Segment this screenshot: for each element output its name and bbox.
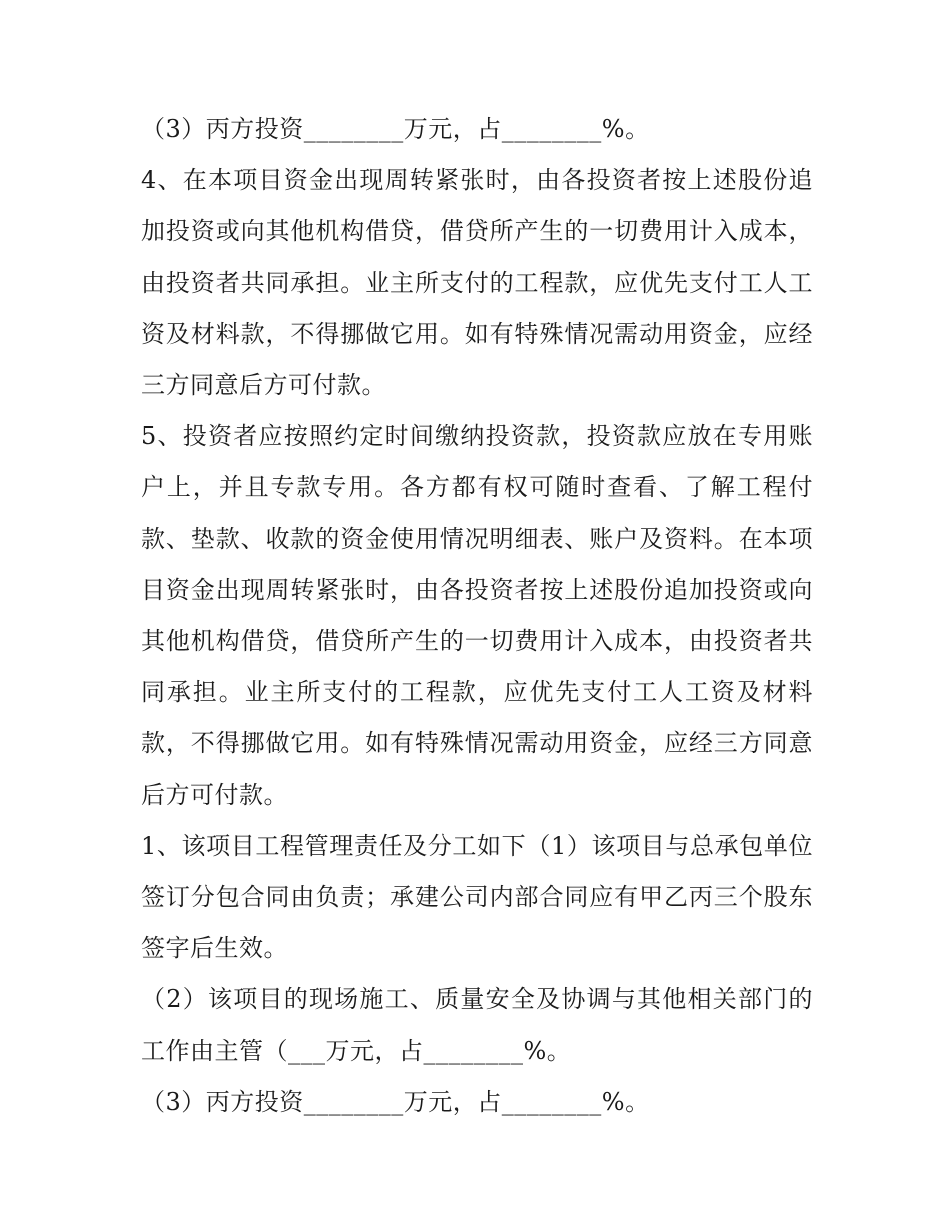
paragraph-investment-c-top: （3）丙方投资________万元，占________%。	[141, 115, 650, 143]
paragraph-clause-4-funding-shortage: 4、在本项目资金出现周转紧张时，由各投资者按上述股份追加投资或向其他机构借贷，借贷所产生的一切费用计入成本，由投资者共同承担。业主所支付的工程款，应优先支付工人工资及材料款，不得挪做它用。如有特殊情况需动用资金，应经三方同意后方可付款。	[141, 166, 813, 400]
paragraph-clause-5-investment-payment: 5、投资者应按照约定时间缴纳投资款，投资款应放在专用账户上，并且专款专用。各方都有权可随时查看、了解工程付款、垫款、收款的资金使用情况明细表、账户及资料。在本项目资金出现周转紧张时，由各投资者按上述股份追加投资或向其他机构借贷，借贷所产生的一切费用计入成本，由投资者共同承担。业主所支付的工程款，应优先支付工人工资及材料款，不得挪做它用。如有特殊情况需动用资金，应经三方同意后方可付款。	[141, 422, 813, 809]
document-body	[141, 104, 813, 1128]
paragraph-investment-c-bottom: （3）丙方投资________万元，占________%。	[141, 1087, 650, 1116]
paragraph-clause-1-management-responsibility: 1、该项目工程管理责任及分工如下（1）该项目与总承包单位签订分包合同由负责；承建公司内部合同应有甲乙丙三个股东签字后生效。	[141, 831, 813, 963]
paragraph-item-2-site-construction: （2）该项目的现场施工、质量安全及协调与其他相关部门的工作由主管（___万元，占________%。	[141, 985, 813, 1065]
